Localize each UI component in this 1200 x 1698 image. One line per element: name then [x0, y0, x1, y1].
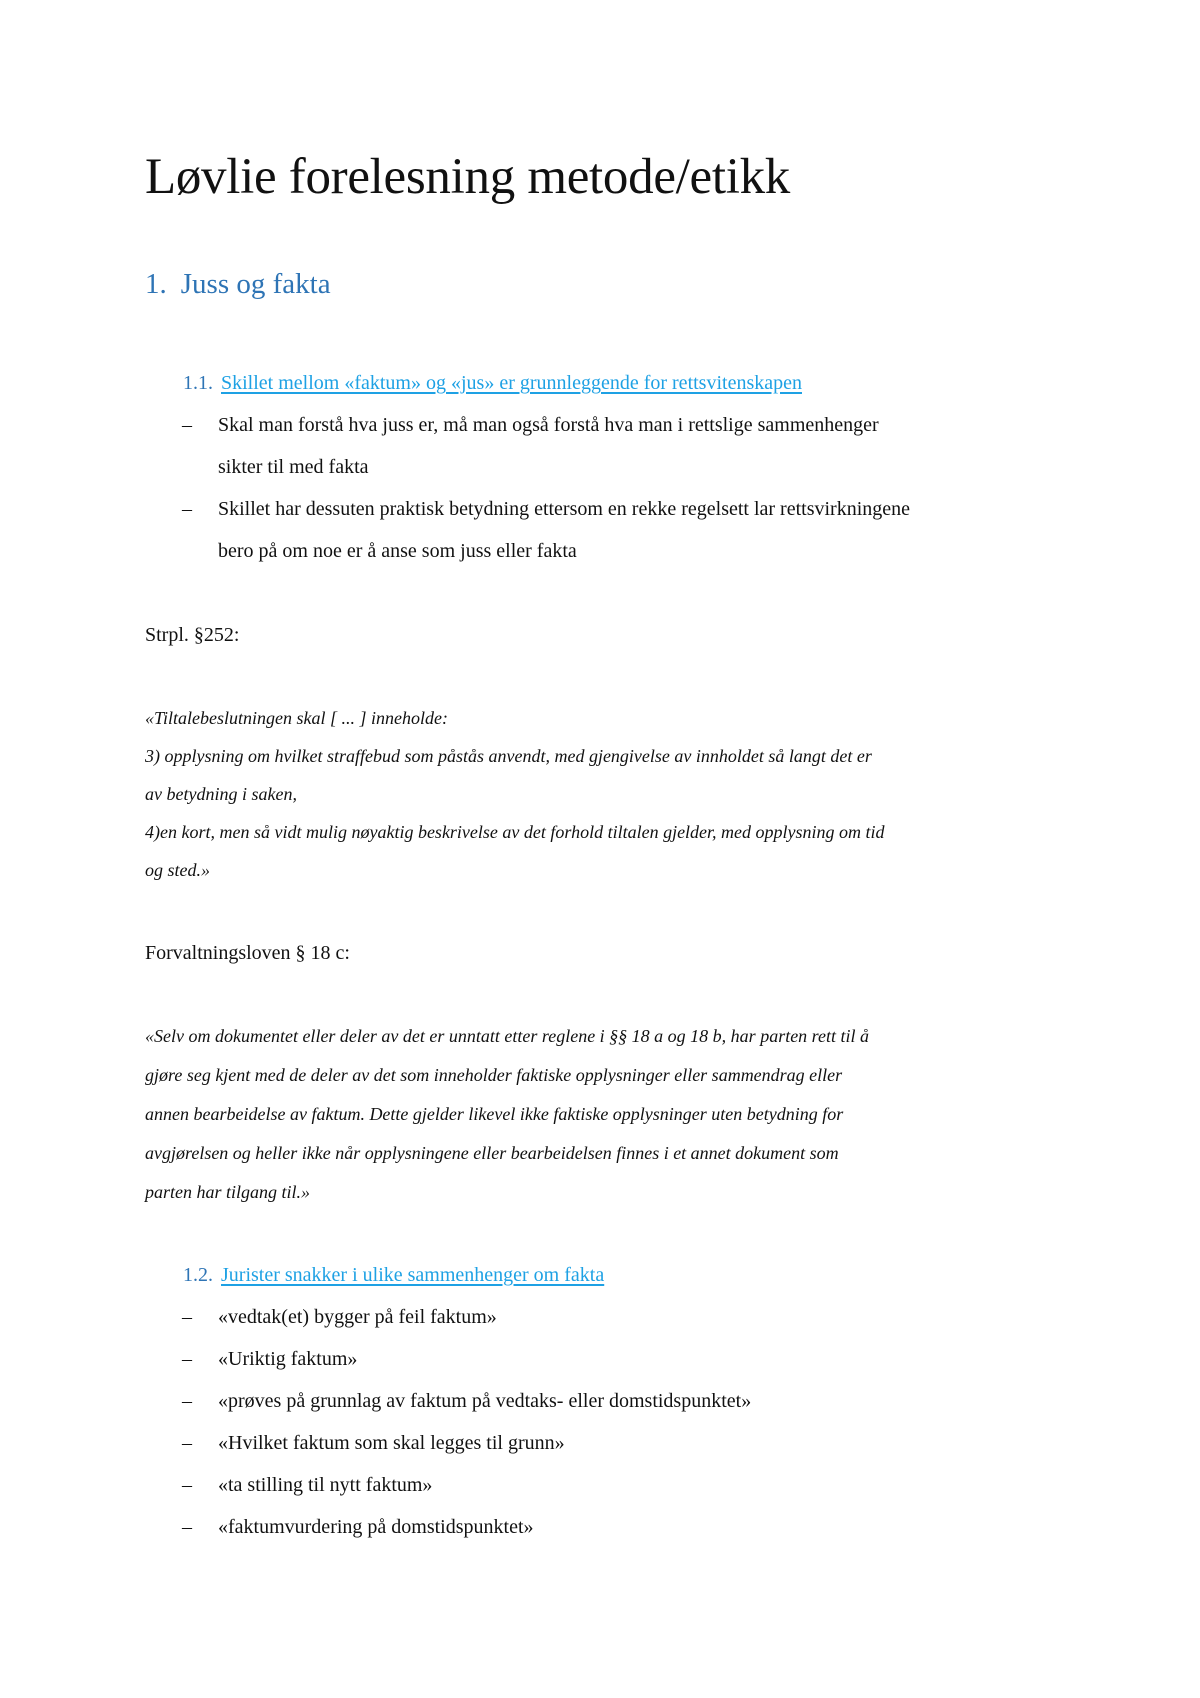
subsection-1-1-link[interactable]: Skillet mellom «faktum» og «jus» er grunnleggende for rettsvitenskapen: [221, 372, 802, 394]
subsection-1-2-link[interactable]: Jurister snakker i ulike sammenhenger om fakta: [221, 1264, 605, 1286]
dash-bullet: –: [182, 1348, 192, 1370]
dash-bullet: –: [182, 414, 192, 436]
dash-bullet: –: [182, 1516, 192, 1538]
strpl-quote-line: og sted.»: [145, 860, 210, 880]
section-1-title: Juss og fakta: [180, 268, 331, 300]
strpl-quote-line: 4)en kort, men så vidt mulig nøyaktig beskrivelse av det forhold tiltalen gjelder, med opplysning om tid: [145, 822, 885, 842]
fvl-quote-line: parten har tilgang til.»: [145, 1182, 311, 1202]
list-item: «prøves på grunnlag av faktum på vedtaks- eller domstidspunktet»: [218, 1390, 752, 1412]
list-item: «Uriktig faktum»: [218, 1348, 358, 1370]
strpl-quote-line: «Tiltalebeslutningen skal [ ... ] inneholde:: [145, 708, 448, 728]
document-title: Løvlie forelesning metode/etikk: [145, 149, 791, 205]
subsection-1-2-heading: [183, 1262, 604, 1288]
bullet-1-line-2: sikter til med fakta: [218, 456, 369, 478]
bullet-1-line-1: Skal man forstå hva juss er, må man også forstå hva man i rettslige sammenhenger: [218, 414, 879, 436]
bullet-2-line-2: bero på om noe er å anse som juss eller fakta: [218, 540, 577, 562]
fvl-label: Forvaltningsloven § 18 c:: [145, 942, 350, 964]
subsection-1-1-number: 1.1.: [183, 372, 213, 394]
subsection-1-2-number: 1.2.: [183, 1264, 213, 1286]
subsection-1-1-heading: [183, 370, 802, 396]
list-item: «ta stilling til nytt faktum»: [218, 1474, 433, 1496]
section-1-number: 1.: [145, 268, 167, 300]
fvl-quote-line: annen bearbeidelse av faktum. Dette gjelder likevel ikke faktiske opplysninger uten betydning for: [145, 1104, 844, 1124]
dash-bullet: –: [182, 498, 192, 520]
dash-bullet: –: [182, 1390, 192, 1412]
strpl-quote-line: 3) opplysning om hvilket straffebud som påstås anvendt, med gjengivelse av innholdet så langt det er: [145, 746, 872, 766]
fvl-quote-line: avgjørelsen og heller ikke når opplysningene eller bearbeidelsen finnes i et annet dokument som: [145, 1143, 839, 1163]
list-item: «Hvilket faktum som skal legges til grunn»: [218, 1432, 565, 1454]
list-item: «vedtak(et) bygger på feil faktum»: [218, 1306, 497, 1328]
fvl-quote-line: gjøre seg kjent med de deler av det som inneholder faktiske opplysninger eller sammendrag eller: [145, 1065, 843, 1085]
bullet-2-line-1: Skillet har dessuten praktisk betydning ettersom en rekke regelsett lar rettsvirkningene: [218, 498, 911, 520]
dash-bullet: –: [182, 1432, 192, 1454]
dash-bullet: –: [182, 1474, 192, 1496]
fvl-quote-line: «Selv om dokumentet eller deler av det er unntatt etter reglene i §§ 18 a og 18 b, har parten rett til å: [145, 1026, 870, 1046]
dash-bullet: –: [182, 1306, 192, 1328]
list-item: «faktumvurdering på domstidspunktet»: [218, 1516, 534, 1538]
strpl-label: Strpl. §252:: [145, 624, 240, 646]
section-1-heading: [145, 266, 331, 302]
strpl-quote-line: av betydning i saken,: [145, 784, 297, 804]
